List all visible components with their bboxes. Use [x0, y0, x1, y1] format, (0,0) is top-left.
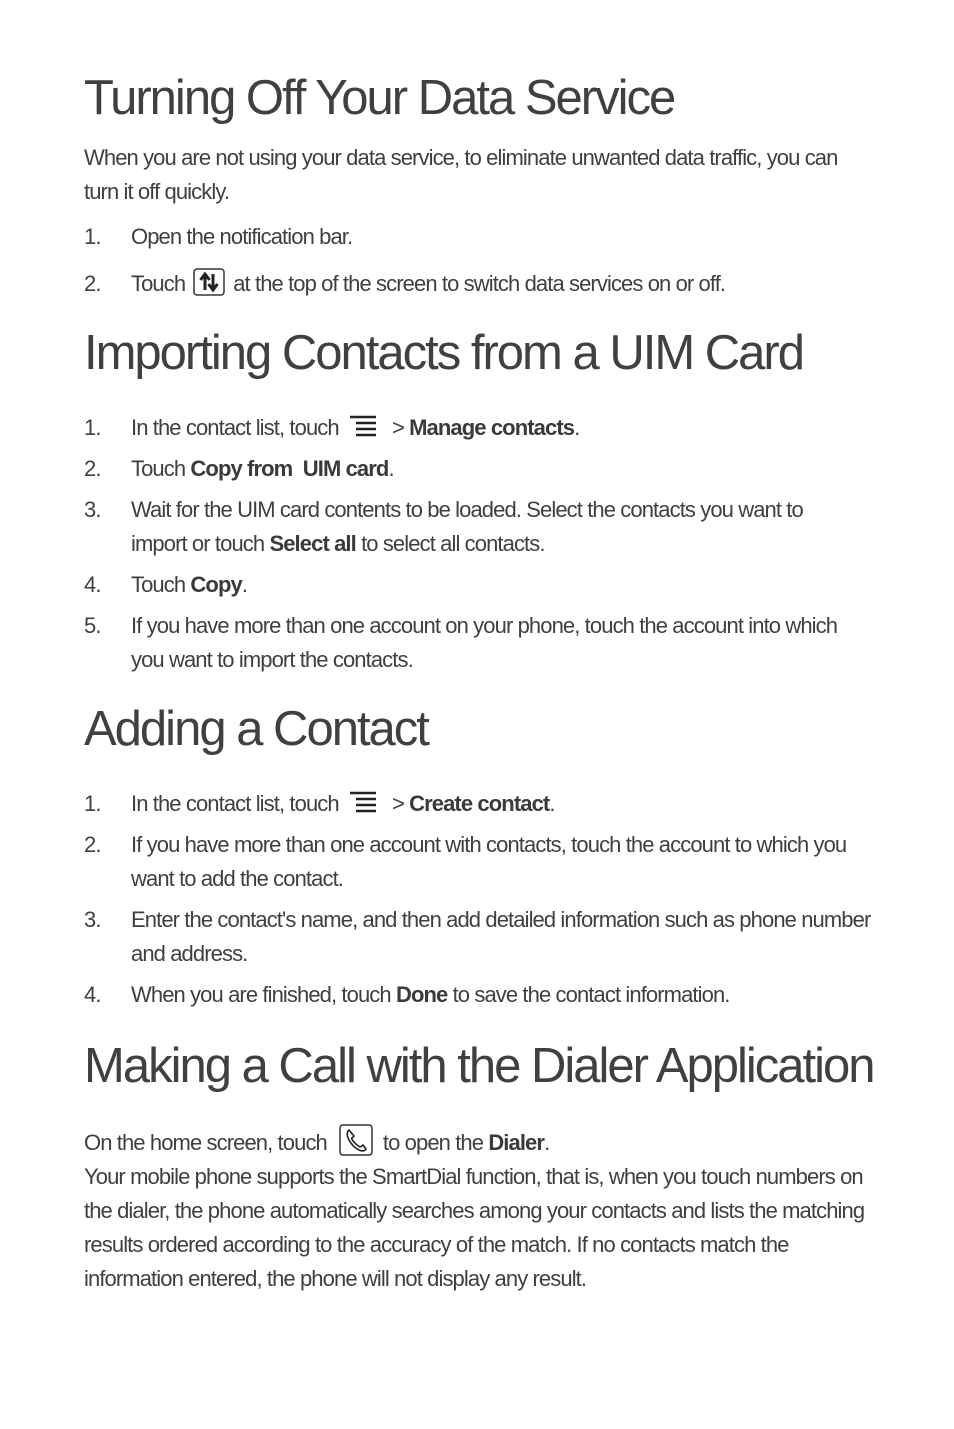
- menu-icon: [347, 413, 379, 439]
- heading-data-service: Turning Off Your Data Service: [84, 71, 675, 125]
- smartdial-paragraph: Your mobile phone supports the SmartDial function, that is, when you touch numbers on the dialer, the phone automatically searches among your contacts and lists the matching results ordered according to the accuracy of the match. If no contacts match the information entered, the phone will not display any result.: [84, 1164, 865, 1291]
- heading-dialer: Making a Call with the Dialer Application: [84, 1039, 874, 1093]
- data-service-steps: [84, 220, 874, 301]
- list-item: 2. If you have more than one account with contacts, touch the account to which you want to add the contact.: [84, 832, 847, 891]
- list-item: 4. Touch Copy.: [84, 572, 248, 597]
- list-item: 2. Touch Copy from UIM card.: [84, 456, 394, 481]
- data-toggle-icon: [193, 268, 225, 296]
- list-item: 3. Enter the contact's name, and then add detailed information such as phone number and address.: [84, 907, 871, 966]
- dialer-open-line: On the home screen, touch to open the Dialer.: [84, 1126, 874, 1160]
- list-item: 1. Open the notification bar.: [84, 224, 353, 249]
- import-steps: [84, 411, 874, 677]
- list-item: 3. Wait for the UIM card contents to be loaded. Select the contacts you want to import or touch Select all to select all contacts.: [84, 497, 803, 556]
- add-contact-steps: [84, 787, 874, 1012]
- phone-icon: [339, 1124, 373, 1156]
- heading-importing-contacts: Importing Contacts from a UIM Card: [84, 326, 803, 380]
- list-item: 5. If you have more than one account on your phone, touch the account into which you want to import the contacts.: [84, 613, 838, 672]
- list-item: 4. When you are finished, touch Done to save the contact information.: [84, 982, 730, 1007]
- heading-adding-contact: Adding a Contact: [84, 702, 428, 756]
- data-service-intro: When you are not using your data service, to eliminate unwanted data traffic, you can turn it off quickly.: [84, 145, 838, 204]
- list-item: 2. Touch at the top of the screen to switch data services on or off.: [84, 267, 874, 301]
- list-item: 1. In the contact list, touch > Create contact.: [84, 791, 555, 816]
- list-item: 1. In the contact list, touch > Manage contacts.: [84, 415, 580, 440]
- menu-icon: [347, 789, 379, 815]
- document-page: [84, 0, 874, 1296]
